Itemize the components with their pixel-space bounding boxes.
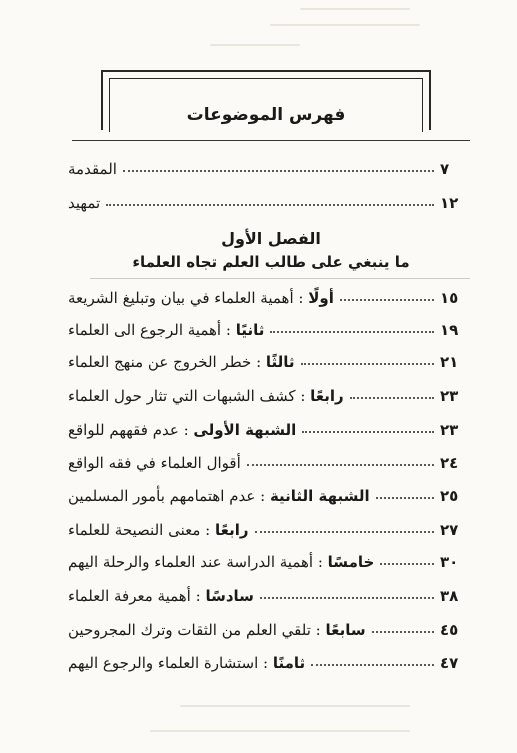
page-title: فهرس الموضوعات: [186, 105, 346, 125]
bleed-through-mark: [300, 8, 410, 10]
toc-entry-label: تمهيد: [68, 194, 101, 212]
toc-page-number: ١٢: [440, 194, 459, 212]
bleed-through-mark: [180, 705, 410, 707]
toc-page-number: ٢٧: [440, 521, 459, 539]
leader-dots: [247, 464, 434, 466]
leader-dots: [106, 204, 434, 206]
toc-entry[interactable]: [64, 415, 470, 439]
chapter-subheading: ما ينبغي على طالب العلم تجاه العلماء: [132, 253, 410, 271]
toc-page-number: ٤٥: [440, 621, 459, 639]
toc-entry[interactable]: [64, 615, 470, 639]
toc-page-number: ٢٤: [440, 454, 459, 472]
toc-entry[interactable]: [64, 581, 470, 605]
toc-page-number: ٤٧: [440, 654, 459, 672]
toc-entry-label: المقدمة: [68, 160, 117, 178]
toc-page-number: ١٩: [440, 321, 459, 339]
leader-dots: [340, 299, 434, 301]
leader-dots: [376, 497, 434, 499]
toc-page-number: ٧: [440, 160, 450, 178]
toc-entry-label: ثانيًا : أهمية الرجوع الى العلماء: [68, 321, 265, 339]
toc-page-number: ٣٨: [440, 587, 459, 605]
divider: [90, 278, 470, 279]
leader-dots: [380, 563, 434, 565]
toc-entry-label: خامسًا : أهمية الدراسة عند العلماء والرحلة اليهم: [68, 553, 375, 571]
toc-entry[interactable]: [64, 481, 470, 505]
toc-entry[interactable]: [64, 448, 470, 472]
chapter-heading: الفصل الأول: [221, 229, 321, 248]
toc-page-number: ٢١: [440, 353, 459, 371]
toc-page-number: ٢٣: [440, 421, 459, 439]
leader-dots: [372, 631, 434, 633]
toc-entry-label: أولًا : أهمية العلماء في بيان وتبليغ الشريعة: [68, 289, 334, 307]
bleed-through-mark: [270, 24, 420, 26]
leader-dots: [301, 363, 434, 365]
leader-dots: [350, 397, 434, 399]
toc-entry[interactable]: [64, 547, 470, 571]
toc-page-number: ٢٣: [440, 387, 459, 405]
leader-dots: [311, 664, 434, 666]
toc-entry-label: ثامنًا : استشارة العلماء والرجوع اليهم: [68, 654, 306, 672]
toc-entry[interactable]: [64, 315, 470, 339]
toc-entry[interactable]: [64, 283, 470, 307]
toc-entry[interactable]: [64, 188, 470, 212]
toc-entry-label: رابعًا : كشف الشبهات التي تثار حول العلماء: [68, 387, 344, 405]
toc-entry[interactable]: [64, 515, 470, 539]
bleed-through-mark: [210, 44, 300, 46]
leader-dots: [123, 170, 434, 172]
toc-entry-label: أقوال العلماء في فقه الواقع: [68, 454, 241, 472]
toc-entry-label: ثالثًا : خطر الخروج عن منهج العلماء: [68, 353, 295, 371]
toc-entry-label: الشبهة الأولى : عدم فقههم للواقع: [68, 421, 297, 439]
title-frame: [101, 70, 431, 130]
toc-entry[interactable]: [64, 648, 470, 672]
leader-dots: [270, 331, 434, 333]
toc-entry[interactable]: [64, 347, 470, 371]
toc-page-number: ٣٠: [440, 553, 459, 571]
toc-page-number: ٢٥: [440, 487, 459, 505]
divider: [72, 140, 470, 141]
toc-page-number: ١٥: [440, 289, 459, 307]
leader-dots: [260, 597, 434, 599]
toc-entry-label: سابعًا : تلقي العلم من الثقات وترك المجروحين: [68, 621, 366, 639]
leader-dots: [302, 431, 434, 433]
toc-entry-label: رابعًا : معنى النصيحة للعلماء: [68, 521, 249, 539]
toc-entry-label: سادسًا : أهمية معرفة العلماء: [68, 587, 254, 605]
toc-entry-label: الشبهة الثانية : عدم اهتمامهم بأمور المسلمين: [68, 487, 370, 505]
bleed-through-mark: [150, 730, 410, 732]
leader-dots: [255, 531, 435, 533]
toc-entry[interactable]: [64, 381, 470, 405]
toc-entry[interactable]: [64, 154, 470, 178]
